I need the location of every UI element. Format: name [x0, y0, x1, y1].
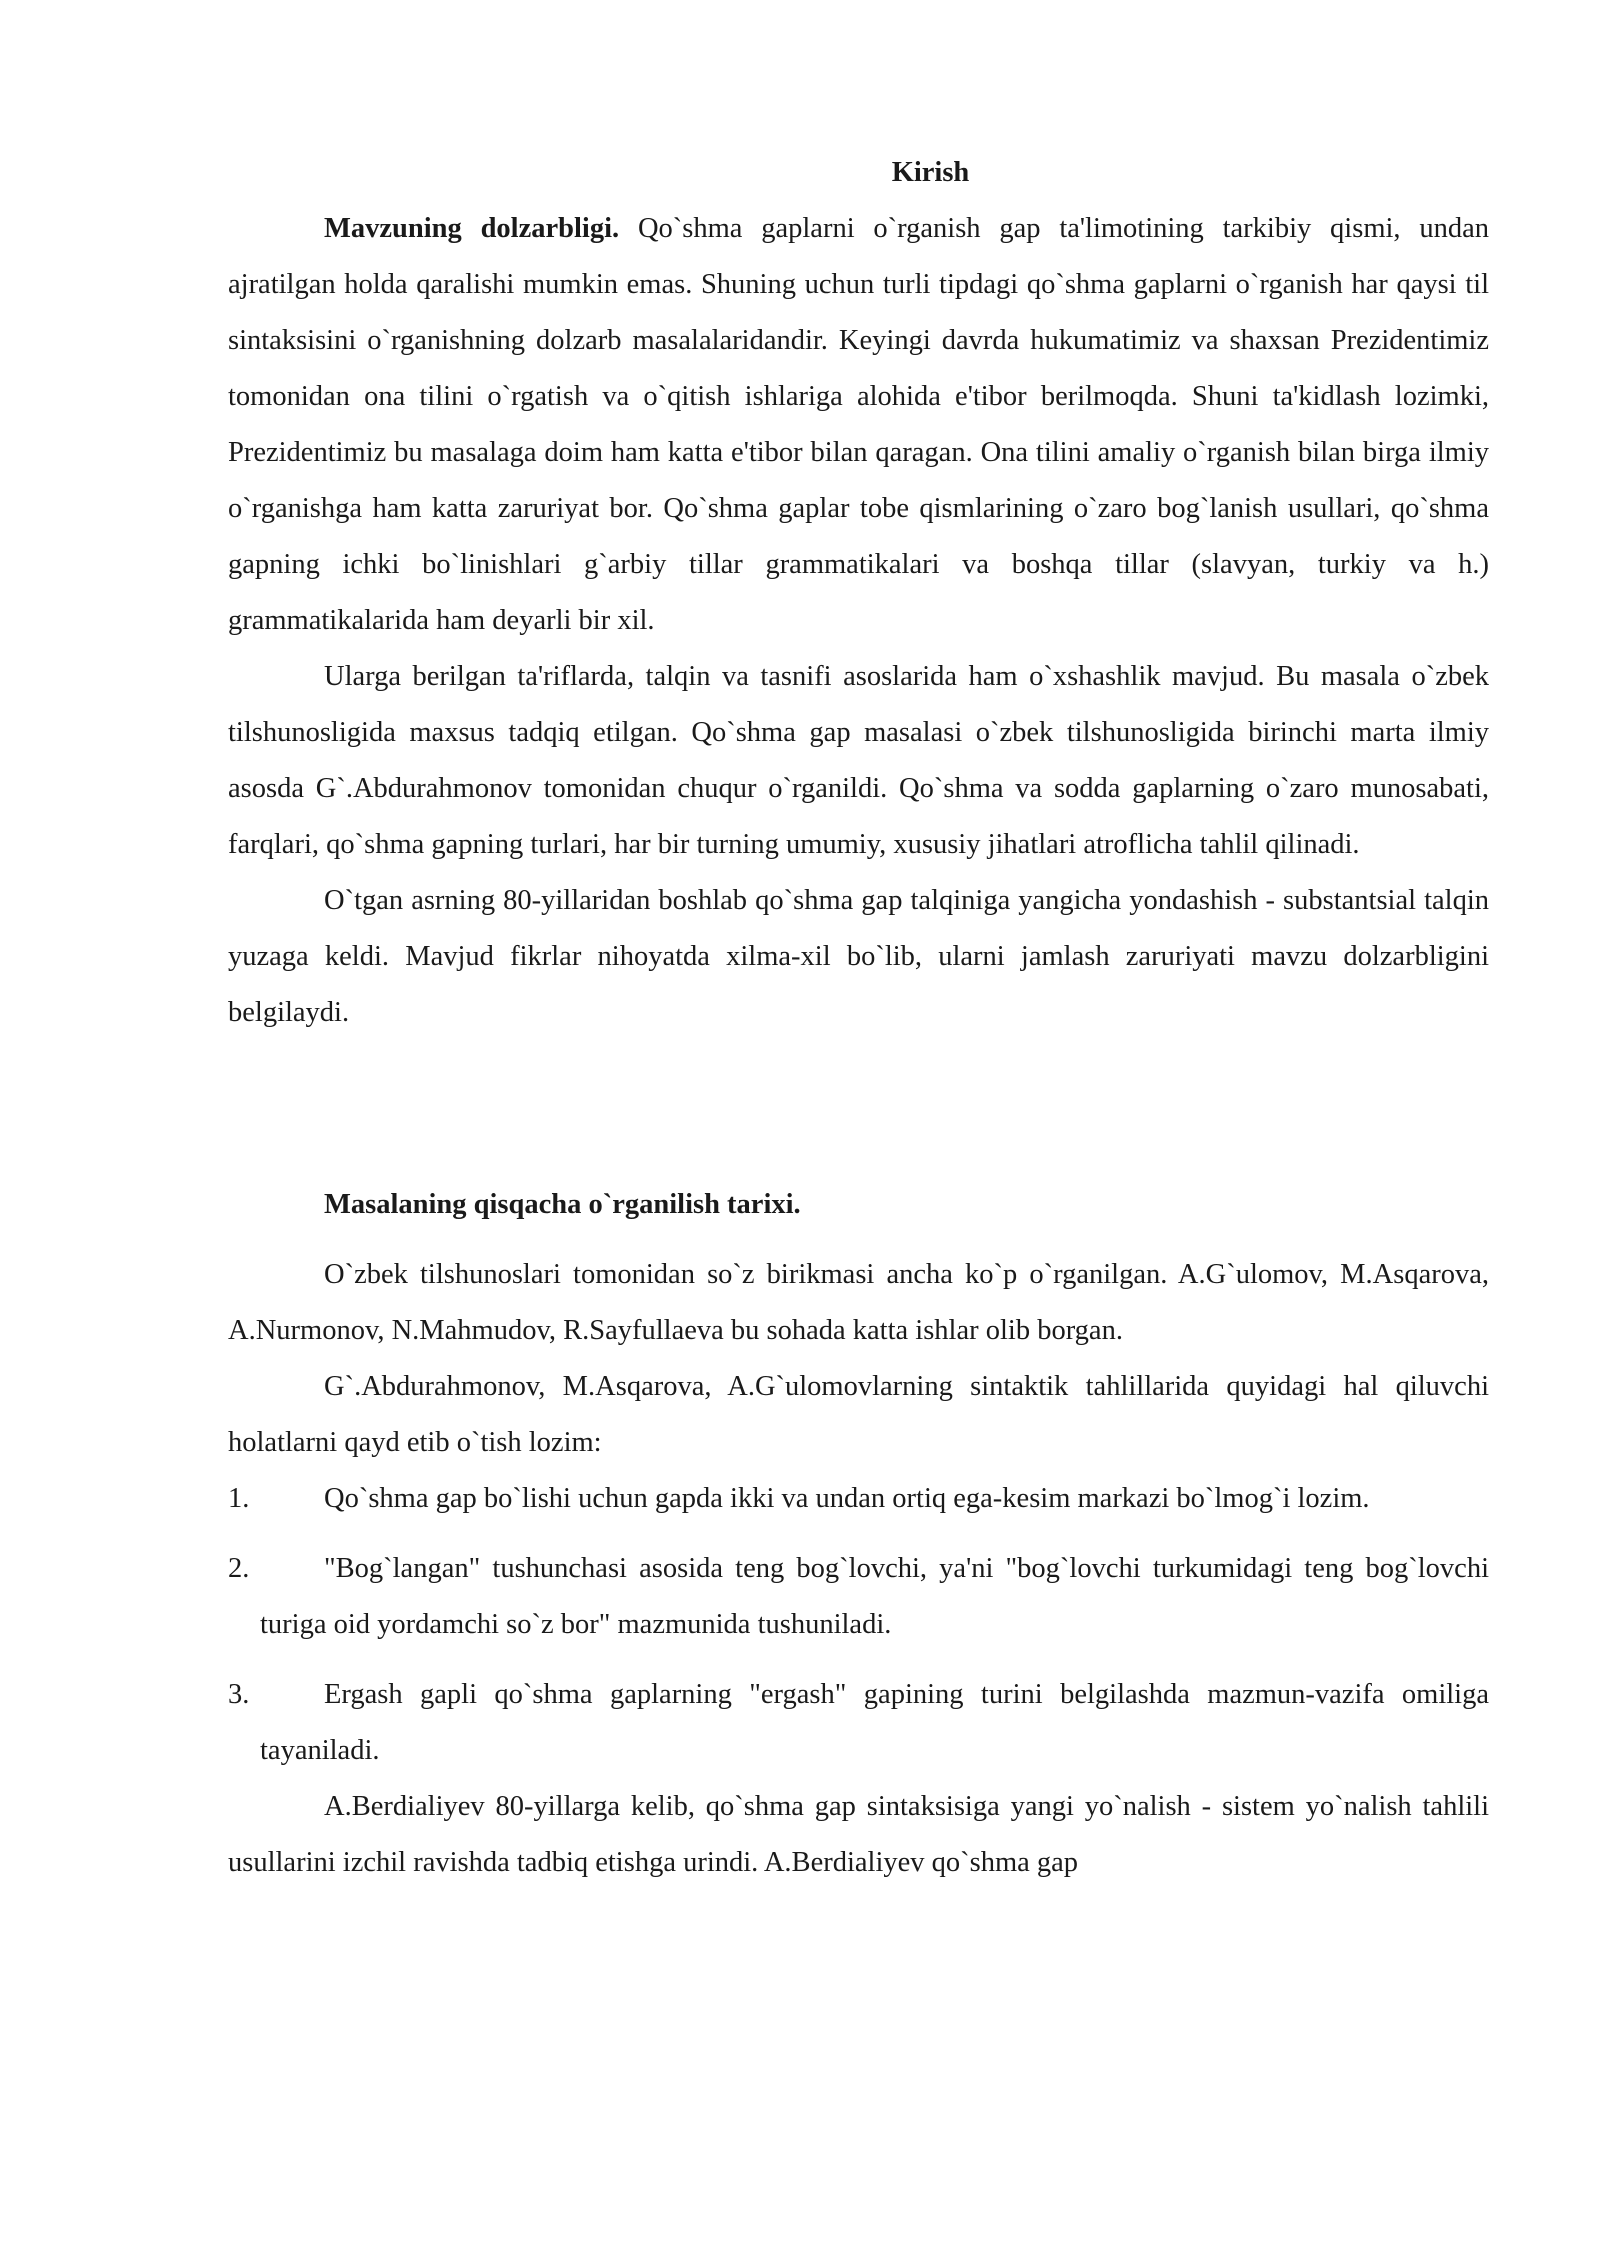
list-item	[228, 1471, 1489, 1527]
berdialiyev-paragraph: A.Berdialiyev 80-yillarga kelib, qo`shma gap sintaksisiga yangi yo`nalish - sistem yo`nalish tahlili usullarini izchil ravishda tadbiq etishga urindi. A.Berdialiyev qo`shma gap	[228, 1791, 1489, 1878]
linguists-paragraph: O`zbek tilshunoslari tomonidan so`z birikmasi ancha ko`p o`rganilgan. A.G`ulomov, M.Asqarova, A.Nurmonov, N.Mahmudov, R.Sayfullaeva bu sohada katta ishlar olib borgan.	[228, 1259, 1489, 1346]
list-item	[228, 1541, 1489, 1653]
analysis-paragraph: G`.Abdurahmonov, M.Asqarova, A.G`ulomovlarning sintaktik tahlillarida quyidagi hal qiluvchi holatlarni qayd etib o`tish lozim:	[228, 1371, 1489, 1458]
document-page	[228, 145, 1489, 1891]
list-item-number: 3.	[228, 1679, 250, 1710]
relevance-lead: Mavzuning dolzarbligi.	[324, 213, 620, 244]
list-item-number: 2.	[228, 1553, 250, 1584]
list-item-text: "Bog`langan" tushunchasi asosida teng bog`lovchi, ya'ni "bog`lovchi turkumidagi teng bog`lovchi turiga oid yordamchi so`z bor" mazmunida tushuniladi.	[260, 1553, 1489, 1640]
list-item-number: 1.	[228, 1483, 250, 1514]
section-spacer	[228, 1041, 1489, 1177]
relevance-paragraph	[228, 201, 1489, 649]
numbered-list	[228, 1471, 1489, 1779]
list-item-text: Qo`shma gap bo`lishi uchun gapda ikki va undan ortiq ega-kesim markazi bo`lmog`i lozim.	[324, 1483, 1370, 1514]
definitions-paragraph: Ularga berilgan ta'riflarda, talqin va tasnifi asoslarida ham o`xshashlik mavjud. Bu masala o`zbek tilshunosligida maxsus tadqiq etilgan. Qo`shma gap masalasi o`zbek tilshunosligida birinchi marta ilmiy asosda G`.Abdurahmonov tomonidan chuqur o`rganildi. Qo`shma va sodda gaplarning o`zaro munosabati, farqlari, qo`shma gapning turlari, har bir turning umumiy, xususiy jihatlari atroflicha tahlil qilinadi.	[228, 661, 1489, 860]
substantial-paragraph: O`tgan asrning 80-yillaridan boshlab qo`shma gap talqiniga yangicha yondashish - substantsial talqin yuzaga keldi. Mavjud fikrlar nihoyatda xilma-xil bo`lib, ularni jamlash zaruriyati mavzu dolzarbligini belgilaydi.	[228, 885, 1489, 1028]
history-heading: Masalaning qisqacha o`rganilish tarixi.	[324, 1189, 801, 1220]
list-item-text: Ergash gapli qo`shma gaplarning "ergash" gapining turini belgilashda mazmun-vazifa omiliga tayaniladi.	[260, 1679, 1489, 1766]
page-title: Kirish	[891, 157, 970, 188]
list-item	[228, 1667, 1489, 1779]
relevance-paragraph-text: Qo`shma gaplarni o`rganish gap ta'limotining tarkibiy qismi, undan ajratilgan holda qaralishi mumkin emas. Shuning uchun turli tipdagi qo`shma gaplarni o`rganish har qaysi til sintaksisini o`rganishning dolzarb masalalaridandir. Keyingi davrda hukumatimiz va shaxsan Prezidentimiz tomonidan ona tilini o`rgatish va o`qitish ishlariga alohida e'tibor berilmoqda. Shuni ta'kidlash lozimki, Prezidentimiz bu masalaga doim ham katta e'tibor bilan qaragan. Ona tilini amaliy o`rganish bilan birga ilmiy o`rganishga ham katta zaruriyat bor. Qo`shma gaplar tobe qismlarining o`zaro bog`lanish usullari, qo`shma gapning ichki bo`linishlari g`arbiy tillar grammatikalari va boshqa tillar (slavyan, turkiy va h.) grammatikalarida ham deyarli bir xil.	[228, 213, 1489, 636]
